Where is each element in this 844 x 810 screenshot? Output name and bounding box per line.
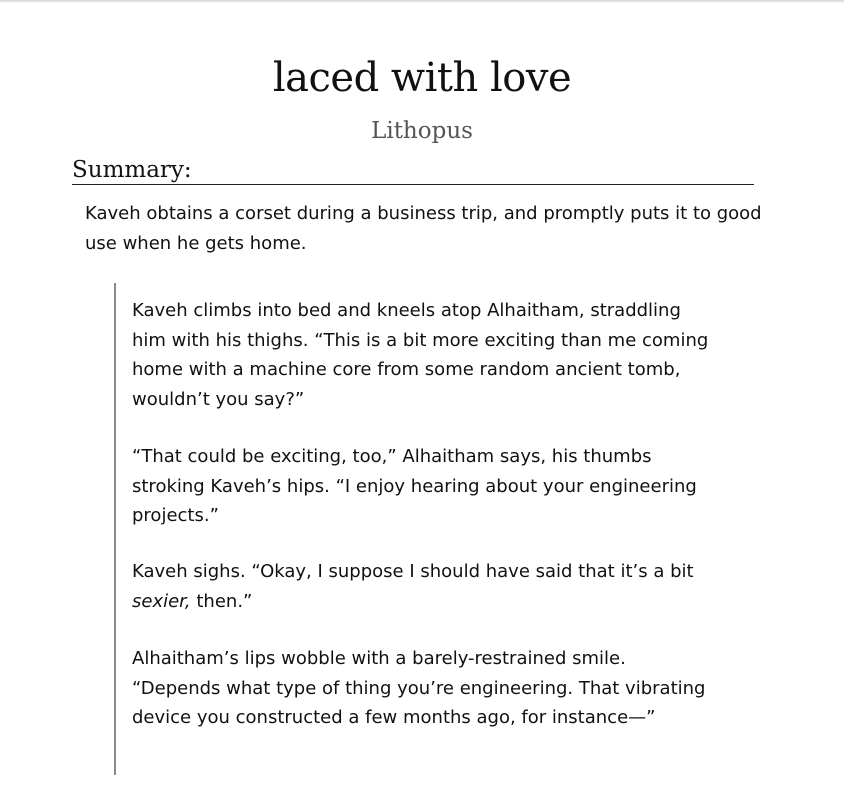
- top-shadow: [0, 0, 844, 3]
- summary-heading: Summary:: [72, 156, 754, 185]
- work-author[interactable]: Lithopus: [371, 118, 473, 144]
- work-title: laced with love: [272, 55, 572, 101]
- excerpt-paragraph-2: “That could be exciting, too,” Alhaitham says, his thumbs stroking Kaveh’s hips. “I enjoy hearing about your engineering projects.”: [132, 446, 697, 526]
- excerpt-paragraph-3: [132, 557, 712, 616]
- excerpt-paragraph-3-end: then.”: [190, 590, 253, 612]
- excerpt-blockquote: [114, 283, 716, 775]
- excerpt-paragraph-4: Alhaitham’s lips wobble with a barely-restrained smile. “Depends what type of thing you’re engineering. That vibrating device you constructed a few months ago, for instance—”: [132, 648, 706, 728]
- excerpt-paragraph-1: Kaveh climbs into bed and kneels atop Alhaitham, straddling him with his thighs. “This is a bit more exciting than me coming home with a machine core from some random ancient tomb, wouldn’t you say?”: [132, 300, 709, 410]
- excerpt-paragraph-3-emphasis: sexier,: [132, 590, 191, 612]
- summary-text: Kaveh obtains a corset during a business trip, and promptly puts it to good use when he gets home.: [85, 203, 762, 254]
- excerpt-paragraph-3-start: Kaveh sighs. “Okay, I suppose I should have said that it’s a bit: [132, 561, 694, 582]
